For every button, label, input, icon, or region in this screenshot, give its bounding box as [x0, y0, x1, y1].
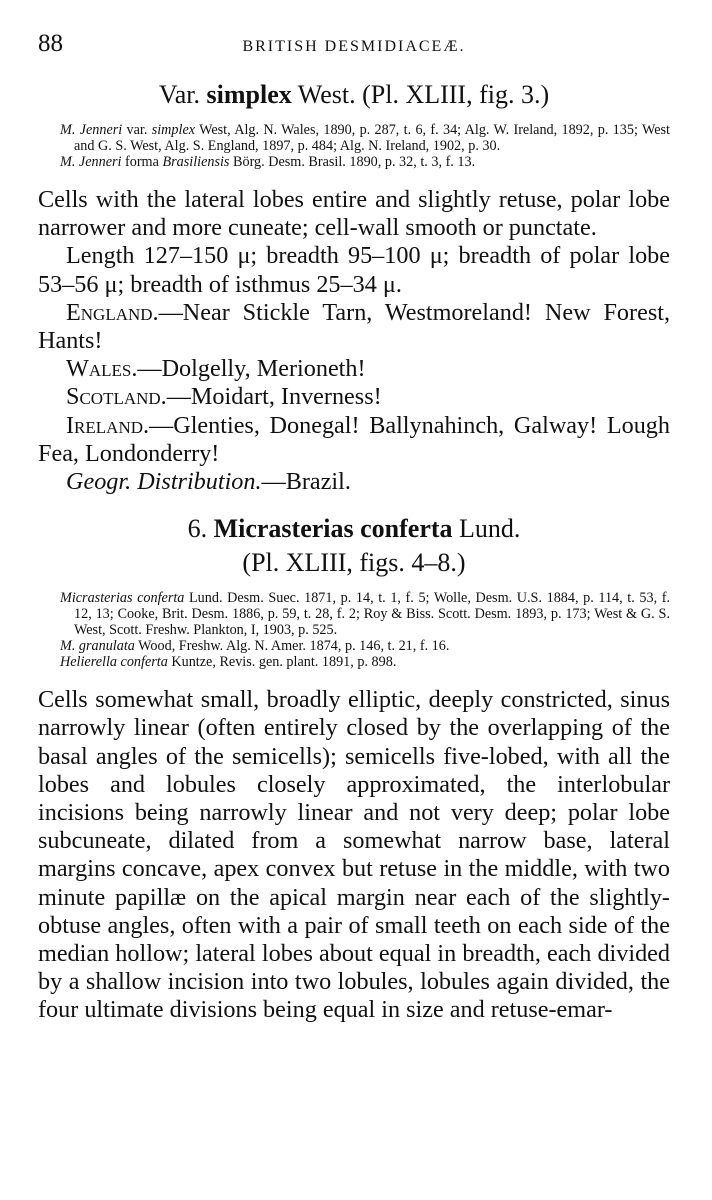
synonym-text: var.: [122, 122, 152, 138]
synonym-citation: Kuntze, Revis. gen. plant. 1891, p. 898.: [167, 654, 397, 671]
variety-measurements: Length 127–150 μ; breadth 95–100 μ; breadth of polar lobe 53–56 μ; breadth of isthmus 25–34 μ.: [38, 242, 670, 298]
locality-wales: [38, 355, 670, 383]
locality-text: .—Near Stickle Tarn, Westmoreland! New Forest, Hants!: [38, 298, 670, 355]
synonym-name: Brasiliensis: [162, 154, 230, 170]
variety-body: [38, 186, 670, 496]
variety-synonymy: [38, 122, 670, 170]
synonym-entry: [60, 154, 670, 170]
locality-region: Scotland: [66, 383, 161, 411]
species-synonymy: [38, 590, 670, 670]
synonym-name: Helierella conferta: [60, 654, 168, 671]
distribution-text: —Brazil.: [261, 468, 351, 496]
running-head: BRITISH DESMIDIACEÆ.: [242, 38, 466, 55]
species-description: Cells somewhat small, broadly elliptic, deeply constricted, sinus narrowly linear (often entirely closed by the overlapping of the basal angles of the semicells); semicells five-lobed, with all the lobes and lobules closely approximated, the interlobular incisions being narrowly linear and not very deep; polar lobe subcuneate, dilated from a somewhat narrow base, lateral margins concave, apex convex but retuse in the middle, with two minute papillæ on the apical margin near each of the slightly-obtuse angles, often with a pair of small teeth on each side of the median hollow; lateral lobes about equal in breadth, each divided by a shallow incision into two lobules, lobules again divided, the four ultimate divisions being equal in size and retuse-emar-: [38, 686, 670, 1024]
page-number: 88: [38, 30, 63, 57]
locality-region: Wales: [66, 355, 132, 383]
locality-region: England: [66, 298, 153, 326]
species-number: 6.: [187, 514, 214, 544]
synonym-citation: Wood, Freshw. Alg. N. Amer. 1874, p. 146, t. 21, f. 16.: [134, 638, 450, 655]
locality-text: .—Glenties, Donegal! Ballynahinch, Galway! Lough Fea, Londonderry!: [38, 411, 670, 467]
heading-suffix: West. (Pl. XLIII, fig. 3.): [291, 80, 550, 109]
synonym-name: M. Jenneri: [60, 154, 122, 170]
species-plate: (Pl. XLIII, figs. 4–8.): [242, 548, 466, 578]
synonym-citation: West, Alg. N. Wales, 1890, p. 287, t. 6, f. 34; Alg. W. Ireland, 1892, p. 135; West and G. S. West, Alg. S. England, 1897, p. 484; Alg. N. Ireland, 1902, p. 30.: [74, 122, 670, 154]
locality-scotland: [38, 383, 670, 411]
locality-england: [38, 299, 670, 355]
species-author: Lund.: [452, 514, 521, 544]
synonym-entry: [60, 654, 670, 670]
species-name: Micrasterias conferta: [213, 514, 453, 544]
synonym-entry: [60, 638, 670, 654]
synonym-name: simplex: [151, 122, 196, 138]
distribution-label: Geogr. Distribution.: [66, 468, 262, 496]
synonym-entry: [60, 122, 670, 154]
locality-text: .—Dolgelly, Merioneth!: [131, 355, 366, 383]
synonym-name: M. Jenneri: [60, 122, 123, 138]
synonym-name: Micrasterias conferta: [60, 590, 185, 607]
locality-ireland: [38, 412, 670, 468]
synonym-entry: [60, 590, 670, 638]
species-body: [38, 686, 670, 1024]
species-heading: [38, 512, 670, 546]
synonym-citation: Lund. Desm. Suec. 1871, p. 14, t. 1, f. 5; Wolle, Desm. U.S. 1884, p. 114, t. 53, f. 12, 13; Cooke, Brit. Desm. 1886, p. 59, t. 28, f. 2; Roy & Biss. Scott. Desm. 1893, p. 173; West & G. S. West, Scott. Freshw. Plankton, I, 1903, p. 525.: [74, 590, 670, 639]
book-page: [38, 22, 670, 1025]
synonym-citation: Börg. Desm. Brasil. 1890, p. 32, t. 3, f. 13.: [229, 154, 476, 170]
locality-region: Ireland: [66, 411, 143, 439]
page-header: [38, 22, 670, 62]
synonym-name: M. granulata: [60, 638, 135, 655]
variety-name: simplex: [206, 80, 292, 109]
heading-prefix: Var.: [158, 80, 207, 109]
variety-description: Cells with the lateral lobes entire and slightly retuse, polar lobe narrower and more cuneate; cell-wall smooth or punctate.: [38, 186, 670, 242]
synonym-text: forma: [121, 154, 163, 170]
variety-heading: [38, 78, 670, 112]
geographic-distribution: [38, 468, 670, 496]
locality-text: .—Moidart, Inverness!: [160, 383, 382, 411]
